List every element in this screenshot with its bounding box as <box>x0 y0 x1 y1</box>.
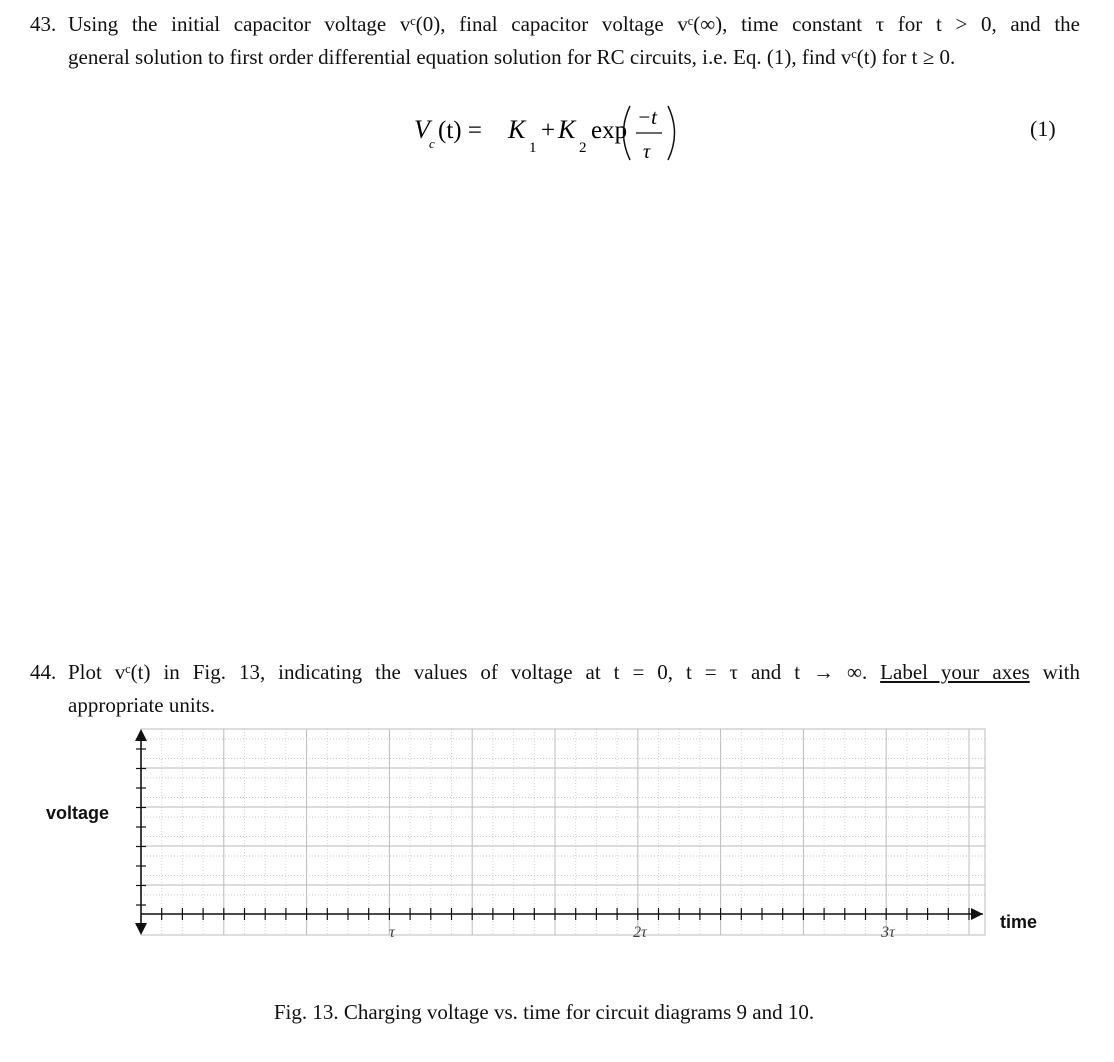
eq-denominator: τ <box>643 141 651 163</box>
question-44-line1-b: with <box>1042 660 1081 684</box>
x-axis-label: time <box>1000 912 1038 932</box>
question-44-line2: appropriate units. <box>68 693 215 717</box>
x-tick-label: 2τ <box>633 924 647 941</box>
equation-number: (1) <box>1030 116 1056 141</box>
eq-k1-sub: 1 <box>529 140 537 156</box>
x-axis-arrow <box>971 908 983 920</box>
question-43-number: 43. <box>30 12 57 36</box>
figure-caption: Fig. 13. Charging voltage vs. time for circuit diagrams 9 and 10. <box>273 1000 815 1024</box>
y-axis-label: voltage <box>46 803 110 823</box>
question-44-number: 44. <box>30 660 57 684</box>
question-43-line2: general solution to first order differential equation solution for RC circuits, i.e. Eq. (1), find vᶜ(t) for t ≥ 0. <box>68 45 956 69</box>
x-tick-label: 3τ <box>881 924 895 941</box>
eq-lhs-arg: (t) = <box>438 117 482 144</box>
question-43-line1: Using the initial capacitor voltage vᶜ(0), final capacitor voltage vᶜ(∞), time constant τ for t > 0, and the <box>68 12 1080 36</box>
x-tick-label: τ <box>389 924 395 941</box>
eq-k2: K <box>558 115 576 144</box>
eq-plus: + <box>541 117 556 144</box>
question-44-line1-a: Plot vᶜ(t) in Fig. 13, indicating the values of voltage at t = 0, t = τ and t → ∞. <box>68 660 868 684</box>
eq-numerator: −t <box>637 105 658 129</box>
eq-lhs-sub: c <box>429 136 435 151</box>
eq-lhs: V <box>414 115 430 144</box>
y-axis-arrow-up <box>135 729 147 741</box>
eq-k1: K <box>508 115 526 144</box>
label-axes-emphasis: Label your axes <box>880 660 1030 684</box>
eq-k2-sub: 2 <box>579 140 587 156</box>
grid-border <box>141 729 985 935</box>
eq-func: exp <box>591 117 628 144</box>
